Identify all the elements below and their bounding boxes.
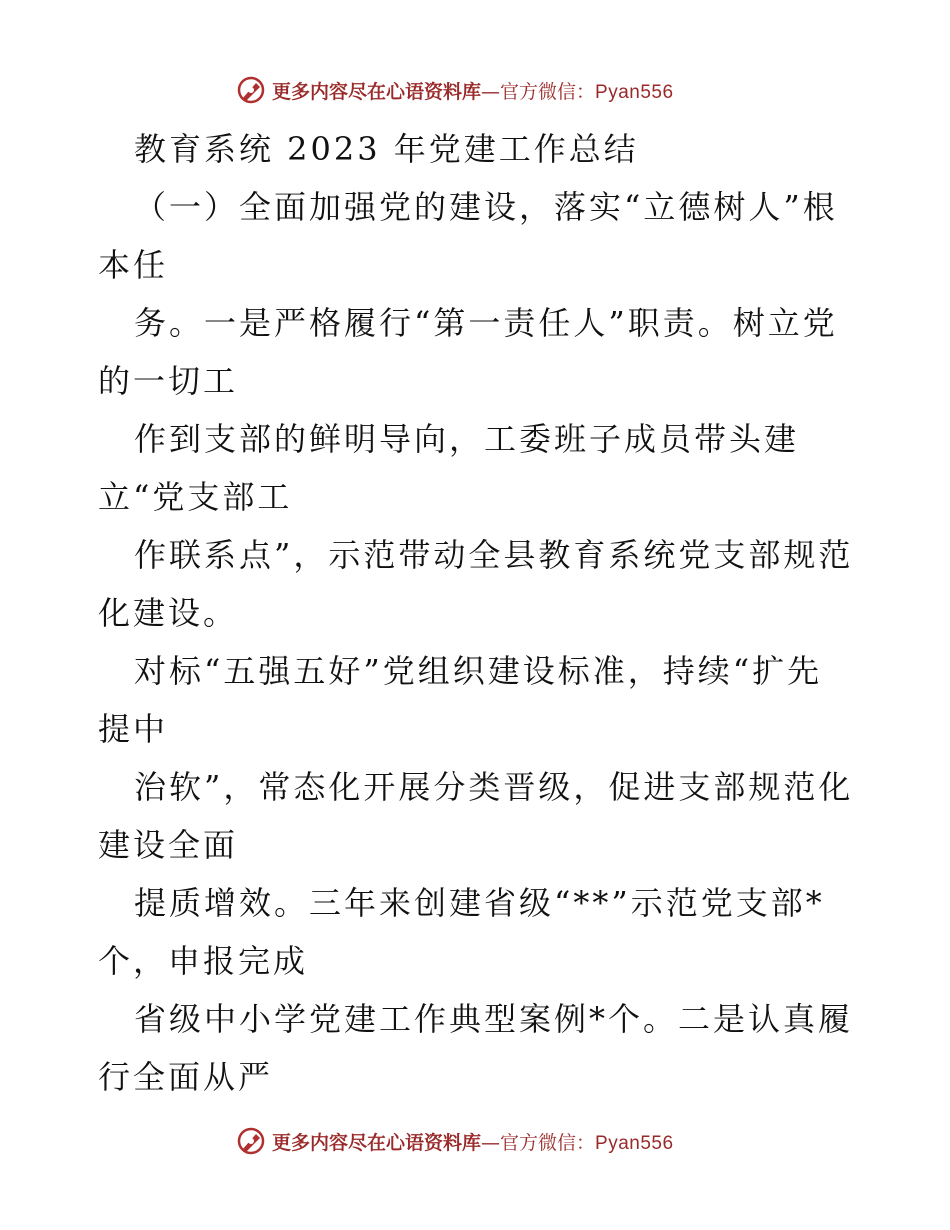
watermark-text: 更多内容尽在心语资料库: [272, 1131, 482, 1154]
watermark-wechat-id: Pyan556: [595, 81, 674, 103]
text-line: 的一切工: [98, 362, 239, 400]
text-line: 行全面从严: [98, 1058, 274, 1096]
text-line: 建设全面: [98, 826, 239, 864]
text-line: 省级中小学党建工作典型案例*个。二是认真履: [134, 1000, 854, 1038]
watermark-wechat-id: Pyan556: [595, 1132, 674, 1154]
watermark-wechat-label: 官方微信：: [500, 1131, 596, 1154]
text-line: 对标“五强五好”党组织建设标准，持续“扩先: [134, 652, 823, 690]
header-watermark: [236, 73, 674, 107]
text-line: 治软”，常态化开展分类晋级，促进支部规范化: [134, 768, 854, 806]
watermark-separator: —: [481, 1131, 501, 1154]
watermark-separator: —: [481, 80, 501, 103]
pen-nib-logo-icon: [236, 75, 266, 105]
text-line: 个，申报完成: [98, 942, 309, 980]
text-line: 提中: [98, 710, 169, 748]
footer-watermark: [236, 1124, 674, 1158]
text-line: 化建设。: [98, 594, 239, 632]
text-line: 本任: [98, 246, 169, 284]
document-title: 教育系统 2023 年党建工作总结: [134, 130, 639, 168]
text-line: 作到支部的鲜明导向，工委班子成员带头建: [134, 420, 800, 458]
watermark-text: 更多内容尽在心语资料库: [272, 80, 482, 103]
text-line: 提质增效。三年来创建省级“**”示范党支部*: [134, 884, 825, 922]
text-line: 务。一是严格履行“第一责任人”职责。树立党: [134, 304, 838, 342]
watermark-wechat-label: 官方微信：: [500, 80, 596, 103]
document-body: [98, 120, 858, 1106]
text-line: 作联系点”，示范带动全县教育系统党支部规范: [134, 536, 854, 574]
pen-nib-logo-icon: [236, 1126, 266, 1156]
text-line: （一）全面加强党的建设，落实“立德树人”根: [134, 188, 838, 226]
text-line: 立“党支部工: [98, 478, 293, 516]
